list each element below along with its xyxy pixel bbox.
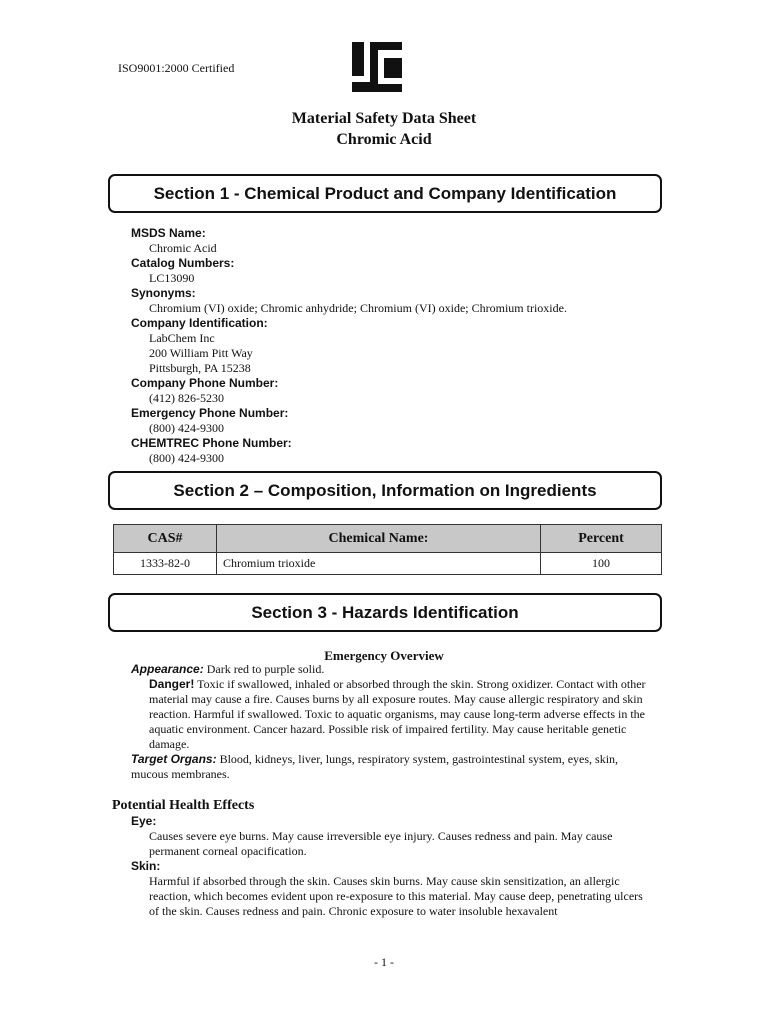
section-2-heading: Section 2 – Composition, Information on Ingredients bbox=[108, 471, 662, 510]
column-header-percent: Percent bbox=[541, 525, 662, 553]
emergency-overview-title: Emergency Overview bbox=[324, 648, 444, 663]
health-effects-body bbox=[131, 814, 651, 919]
company-street: 200 William Pitt Way bbox=[149, 346, 253, 360]
emergency-label: Emergency Phone Number: bbox=[131, 406, 289, 420]
target-organs-paragraph bbox=[131, 752, 651, 782]
appearance-paragraph bbox=[131, 662, 651, 677]
company-label: Company Identification: bbox=[131, 316, 268, 330]
composition-table bbox=[113, 524, 662, 575]
emergency-value: (800) 424-9300 bbox=[149, 421, 224, 435]
chemtrec-value: (800) 424-9300 bbox=[149, 451, 224, 465]
appearance-value: Dark red to purple solid. bbox=[206, 662, 325, 676]
skin-label: Skin: bbox=[131, 859, 161, 873]
catalog-label: Catalog Numbers: bbox=[131, 256, 235, 270]
danger-text: Toxic if swallowed, inhaled or absorbed through the skin. Strong oxidizer. Contact with other material may cause a fire. Causes burns by all exposure routes. May cause allergic respiratory and skin reaction. Harmful if swallowed. Toxic to aquatic organisms, may cause long-term adverse effects in the aquatic environment. Cancer hazard. Possible risk of impaired fertility. May cause heritable genetic damage. bbox=[149, 677, 646, 751]
lc-logo-icon bbox=[352, 42, 402, 92]
cell-cas: 1333-82-0 bbox=[114, 553, 217, 575]
skin-text: Harmful if absorbed through the skin. Causes skin burns. May cause skin sensitization, an allergic reaction, which becomes evident upon re-exposure to this material. May cause deep, penetrating ulcers of the skin. Causes redness and pain. Chronic exposure to water insoluble hexavalent bbox=[149, 874, 643, 918]
document-title: Material Safety Data Sheet bbox=[291, 110, 477, 127]
danger-paragraph bbox=[131, 677, 651, 752]
eye-label: Eye: bbox=[131, 814, 157, 828]
msds-name-value: Chromic Acid bbox=[149, 241, 217, 255]
synonyms-label: Synonyms: bbox=[131, 286, 196, 300]
chemtrec-label: CHEMTREC Phone Number: bbox=[131, 436, 292, 450]
certification-text: ISO9001:2000 Certified bbox=[118, 61, 235, 75]
company-name: LabChem Inc bbox=[149, 331, 215, 345]
eye-text: Causes severe eye burns. May cause irreversible eye injury. Causes redness and pain. May cause permanent corneal opacification. bbox=[149, 829, 613, 858]
target-organs-label: Target Organs: bbox=[131, 752, 217, 766]
phone-label: Company Phone Number: bbox=[131, 376, 279, 390]
table-row bbox=[114, 553, 662, 575]
hazards-body bbox=[131, 662, 651, 782]
target-organs-text: Blood, kidneys, liver, lungs, respiratory system, gastrointestinal system, eyes, skin, mucous membranes. bbox=[131, 752, 619, 781]
section-1-heading: Section 1 - Chemical Product and Company Identification bbox=[108, 174, 662, 213]
column-header-name: Chemical Name: bbox=[217, 525, 541, 553]
danger-label: Danger! bbox=[149, 677, 195, 691]
msds-name-label: MSDS Name: bbox=[131, 226, 206, 240]
page-number: - 1 - bbox=[374, 955, 394, 969]
cell-chemical-name: Chromium trioxide bbox=[217, 553, 541, 575]
phone-value: (412) 826-5230 bbox=[149, 391, 224, 405]
document-subtitle: Chromic Acid bbox=[336, 131, 432, 148]
section-3-heading: Section 3 - Hazards Identification bbox=[108, 593, 662, 632]
column-header-cas: CAS# bbox=[114, 525, 217, 553]
catalog-value: LC13090 bbox=[149, 271, 195, 285]
synonyms-value: Chromium (VI) oxide; Chromic anhydride; Chromium (VI) oxide; Chromium trioxide. bbox=[149, 301, 567, 315]
table-header-row bbox=[114, 525, 662, 553]
health-effects-title: Potential Health Effects bbox=[112, 798, 255, 813]
section-1-body bbox=[131, 226, 651, 466]
company-city: Pittsburgh, PA 15238 bbox=[149, 361, 251, 375]
appearance-label: Appearance: bbox=[131, 662, 204, 676]
cell-percent: 100 bbox=[541, 553, 662, 575]
